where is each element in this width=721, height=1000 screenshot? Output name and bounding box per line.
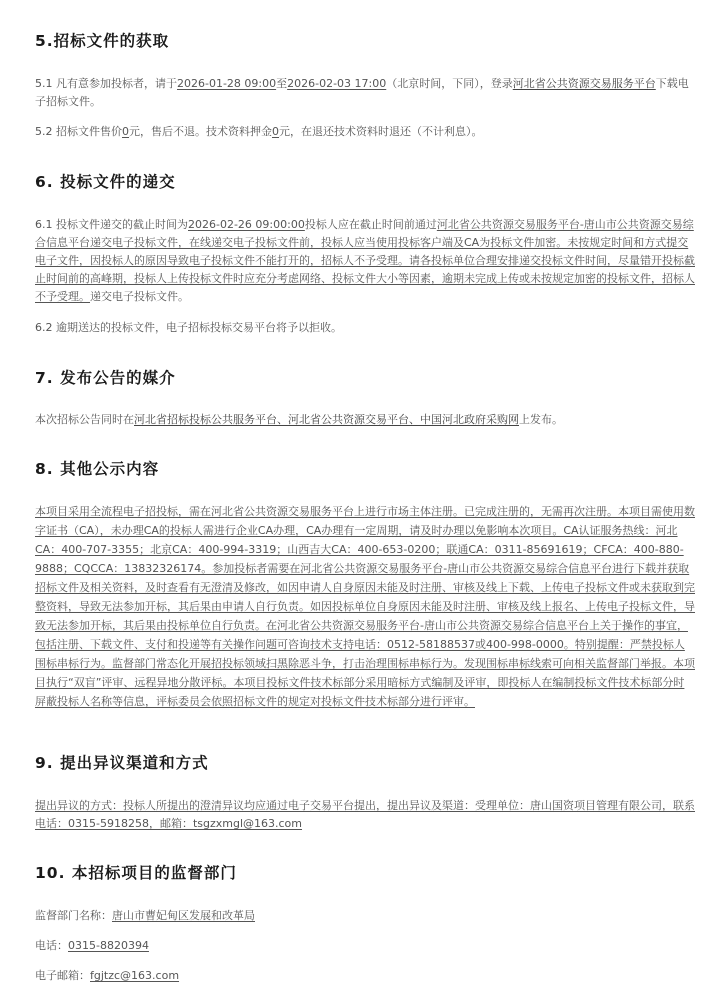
section-9-paragraph [35,797,695,833]
deposit-amount: 0 [272,125,279,138]
phone-number[interactable]: 0315-8820394 [68,939,149,952]
section-5-2-paragraph [35,123,695,141]
dept-name: 唐山市曹妃甸区发展和改革局 [112,909,255,922]
section-8-paragraph [35,502,695,711]
text: 5.1 凡有意参加投标者，请于 [35,77,177,90]
dept-label: 监督部门名称： [35,909,112,922]
end-time: 2026-02-03 17:00 [287,77,387,90]
section-7-heading: 7. 发布公告的媒介 [35,369,176,387]
section-10-heading: 10. 本招标项目的监督部门 [35,864,237,882]
section-6-2-paragraph: 6.2 逾期送达的投标文件，电子招标投标交易平台将予以拒收。 [35,321,342,334]
text: （北京时间，下同），登录 [386,77,513,90]
section-9-heading: 9. 提出异议渠道和方式 [35,754,209,772]
text: 本次招标公告同时在 [35,413,134,426]
submission-details: 河北省公共资源交易服务平台-唐山市公共资源交易综合信息平台递交电子投标文件，在线递交电子投标文件前，投标人应当使用投标客户端及CA为投标文件加密。未按规定时间和方式提交电子文件，因投标人的原因导致电子投标文件不能打开的，招标人不予受理。请各投标单位合理安排递交投标文件时间，尽量错开投标截止时间前的高峰期，投标人上传投标文件时应充分考虑网络、投标文件大小等因素，逾期未完成上传或未按规定加密的投标文件，招标人不予受理。 [35,218,695,303]
text: 6.1 投标文件递交的截止时间为 [35,218,188,231]
text: 至 [276,77,288,90]
media-links[interactable]: 河北省招标投标公共服务平台、河北省公共资源交易平台、中国河北政府采购网 [134,413,519,426]
text: 递交电子投标文件。 [90,290,189,303]
section-7-paragraph [35,411,695,429]
other-notice-text: 本项目采用全流程电子招投标，需在河北省公共资源交易服务平台上进行市场主体注册。已完成注册的，无需再次注册。本项目需使用数字证书（CA），未办理CA的投标人需进行企业CA办理，CA办理有一定周期，请及时办理以免影响本次项目。CA认证服务热线：河北CA：400-707-3355；北京CA：400-994-3319；山西吉大CA：400-653-0200；联通CA：0311-85691619；CFCA：400-880-9888；CQCCA：13832326174。参加投标者需要在河北省公共资源交易服务平台-唐山市公共资源交易综合信息平台进行下载并获取招标文件及相关资料，及时查看有无澄清及修改，如因申请人自身原因未能及时注册、审核及线上下载、上传电子投标文件或未获取到完整资料，导致无法参加开标，其后果由申请人自行负责。如因投标单位自身原因未能及时注册、审核及线上报名、上传电子投标文件，导致无法参加开标，其后果由投标单位自行负责。在河北省公共资源交易服务平台-唐山市公共资源交易综合信息平台上关于操作的事宜，包括注册、下载文件、支付和投递等有关操作问题可咨询技术支持电话：0512-58188537或400-998-0000。特别提醒：严禁投标人围标串标行为。监督部门常态化开展招投标领域扫黑除恶斗争，打击治理围标串标行为。发现围标串标线索可向相关监督部门举报。本项目执行“双盲”评审、远程异地分散评标。本项目投标文件技术标部分采用暗标方式编制及评审，即投标人在编制投标文件技术标部分时屏蔽投标人名称等信息，评标委员会依照招标文件的规定对投标文件技术标部分进行评审。 [35,505,695,708]
email-address[interactable]: fgjtzc@163.com [90,969,180,982]
text: 元，在退还技术资料时退还（不计利息）。 [279,125,483,138]
platform-link[interactable]: 河北省公共资源交易服务平台 [512,77,656,90]
submission-deadline: 2026-02-26 09:00:00 [188,218,305,231]
text: 元，售后不退。技术资料押金 [129,125,272,138]
section-6-heading: 6. 投标文件的递交 [35,173,176,191]
section-5-heading: 5.招标文件的获取 [35,32,170,50]
objection-text: 提出异议的方式：投标人所提出的澄清异议均应通过电子交易平台提出，提出异议及渠道：受理单位：唐山国资项目管理有限公司，联系电话：0315-5918258，邮箱：tsgzxmgl@163.com [35,799,695,830]
text: 上发布。 [519,413,563,426]
text: 下载电子招标文件。 [35,77,689,108]
start-time: 2026-01-28 09:00 [177,77,277,90]
email-label: 电子邮箱： [35,969,90,982]
section-8-heading: 8. 其他公示内容 [35,460,160,478]
section-5-1-paragraph [35,75,695,111]
document-price: 0 [122,125,129,138]
phone-label: 电话： [35,939,68,952]
supervisor-phone-line [35,937,695,955]
text: 投标人应在截止时间前通过 [304,218,437,231]
supervisor-dept-line [35,907,695,925]
section-6-1-paragraph [35,216,695,306]
supervisor-email-line [35,967,695,985]
text: 5.2 招标文件售价 [35,125,122,138]
